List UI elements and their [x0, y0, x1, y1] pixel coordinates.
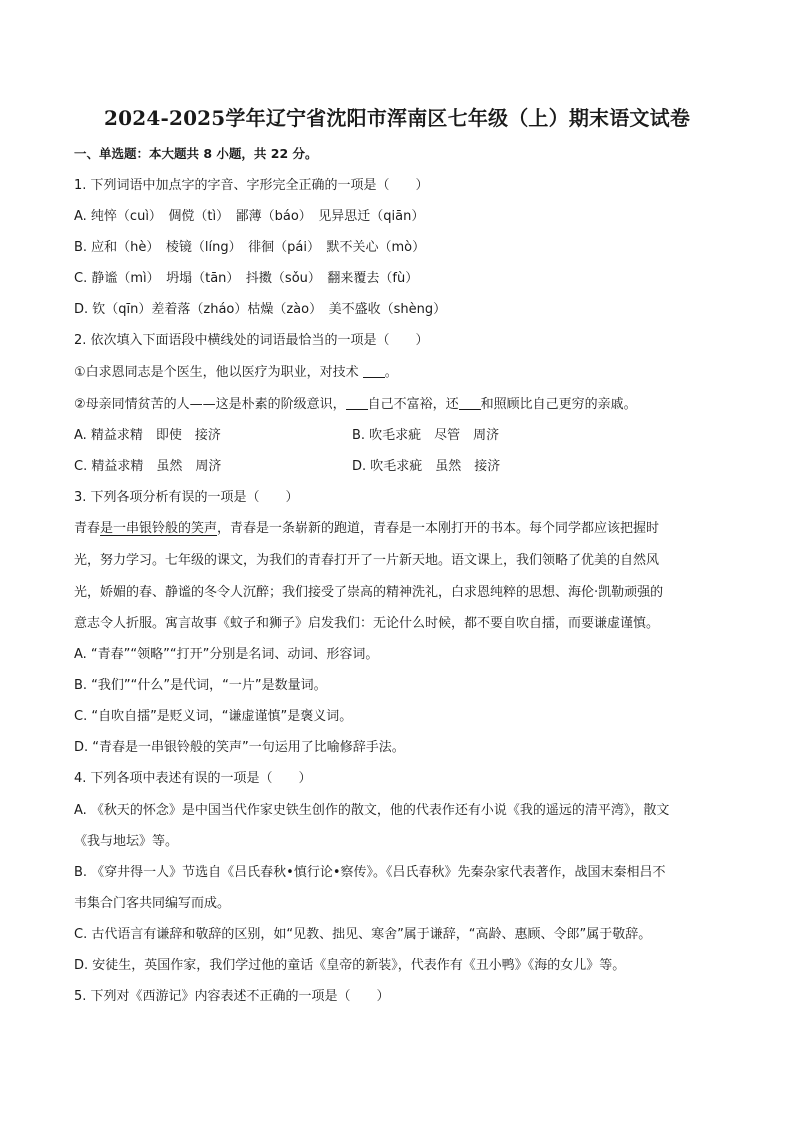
question-3-passage-line-3: 光，娇媚的春、静谧的冬令人沉醉；我们接受了崇高的精神洗礼，白求恩纯粹的思想、海伦·凯勒顽强的	[74, 585, 664, 600]
question-4-option-b-line-1: B. 《穿井得一人》节选自《吕氏春秋•慎行论•察传》。《吕氏春秋》先秦杂家代表著作，战国末秦相吕不	[74, 865, 666, 880]
sentence-1-text: ①白求恩同志是个医生，他以医疗为职业，对技术	[74, 365, 363, 380]
question-2-sentence-2	[74, 395, 637, 415]
question-3-option-d: D. “青春是一串银铃般的笑声”一句运用了比喻修辞手法。	[74, 740, 405, 755]
question-4-option-d: D. 安徒生，英国作家，我们学过他的童话《皇帝的新装》，代表作有《丑小鸭》《海的女儿》等。	[74, 958, 626, 973]
question-2-stem: 2. 依次填入下面语段中横线处的词语最恰当的一项是（ ）	[74, 333, 429, 348]
question-3-option-c: C. “自吹自擂”是贬义词，“谦虚谨慎”是褒义词。	[74, 709, 353, 724]
passage-start: 青春	[74, 521, 101, 536]
passage-rest: ，青春是一条崭新的跑道，青春是一本刚打开的书本。每个同学都应该把握时	[217, 521, 660, 536]
question-3-passage-line-2: 光，努力学习。七年级的课文，为我们的青春打开了一片新天地。语文课上，我们领略了优美的自然风	[74, 553, 660, 568]
question-2-option-d: D. 吹毛求疵 虽然 接济	[352, 459, 501, 474]
question-3-option-a: A. “青春”“领略”“打开”分别是名词、动词、形容词。	[74, 647, 379, 662]
question-1-option-b: B. 应和（hè） 棱镜（líng） 徘徊（pái） 默不关心（mò）	[74, 240, 426, 255]
question-1-option-a: A. 纯悴（cuì） 倜傥（tì） 鄙薄（báo） 见异思迁（qiān）	[74, 209, 425, 224]
question-3-passage-line-4: 意志令人折服。寓言故事《蚊子和狮子》启发我们：无论什么时候，都不要自吹自擂，而要谦虚谨慎。	[74, 616, 660, 631]
fill-blank	[363, 365, 385, 378]
question-4-option-a-line-2: 《我与地坛》等。	[74, 834, 179, 849]
underlined-phrase: 是一串银铃般的笑声	[100, 521, 218, 536]
section-heading: 一、单选题：本大题共 8 小题，共 22 分。	[74, 146, 318, 161]
sentence-1-end: 。	[384, 365, 398, 380]
sentence-2-text: ②母亲同情贫苦的人——这是朴素的阶级意识，	[74, 397, 346, 412]
question-3-passage-line-1	[74, 519, 659, 539]
question-4-stem: 4. 下列各项中表述有误的一项是（ ）	[74, 771, 312, 786]
question-3-option-b: B. “我们”“什么”是代词，“一片”是数量词。	[74, 678, 327, 693]
sentence-2-end: 和照顾比自己更穷的亲戚。	[480, 397, 637, 412]
question-2-option-a: A. 精益求精 即使 接济	[74, 428, 221, 443]
fill-blank	[346, 397, 368, 410]
question-2-option-b: B. 吹毛求疵 尽管 周济	[352, 428, 500, 443]
fill-blank	[459, 397, 481, 410]
question-2-sentence-1	[74, 363, 398, 383]
question-5-stem: 5. 下列对《西游记》内容表述不正确的一项是（ ）	[74, 989, 390, 1004]
question-4-option-b-line-2: 韦集合门客共同编写而成。	[74, 896, 231, 911]
question-4-option-a-line-1: A. 《秋天的怀念》是中国当代作家史铁生创作的散文，他的代表作还有小说《我的遥远的清平湾》，散文	[74, 803, 670, 818]
question-1-option-c: C. 静谧（mì） 坍塌（tān） 抖擞（sǒu） 翻来覆去（fù）	[74, 271, 419, 286]
question-4-option-c: C. 古代语言有谦辞和敬辞的区别，如“见教、拙见、寒舍”属于谦辞，“高龄、惠顾、令郎”属于敬辞。	[74, 927, 652, 942]
exam-title: 2024-2025学年辽宁省沈阳市浑南区七年级（上）期末语文试卷	[103, 106, 691, 130]
question-3-stem: 3. 下列各项分析有误的一项是（ ）	[74, 490, 299, 505]
question-1-stem: 1. 下列词语中加点字的字音、字形完全正确的一项是（ ）	[74, 178, 429, 193]
question-2-option-c: C. 精益求精 虽然 周济	[74, 459, 222, 474]
sentence-2-mid: 自己不富裕，还	[367, 397, 459, 412]
question-1-option-d: D. 钦（qīn）差着落（zháo）枯燥（zào） 美不盛收（shèng）	[74, 302, 447, 317]
